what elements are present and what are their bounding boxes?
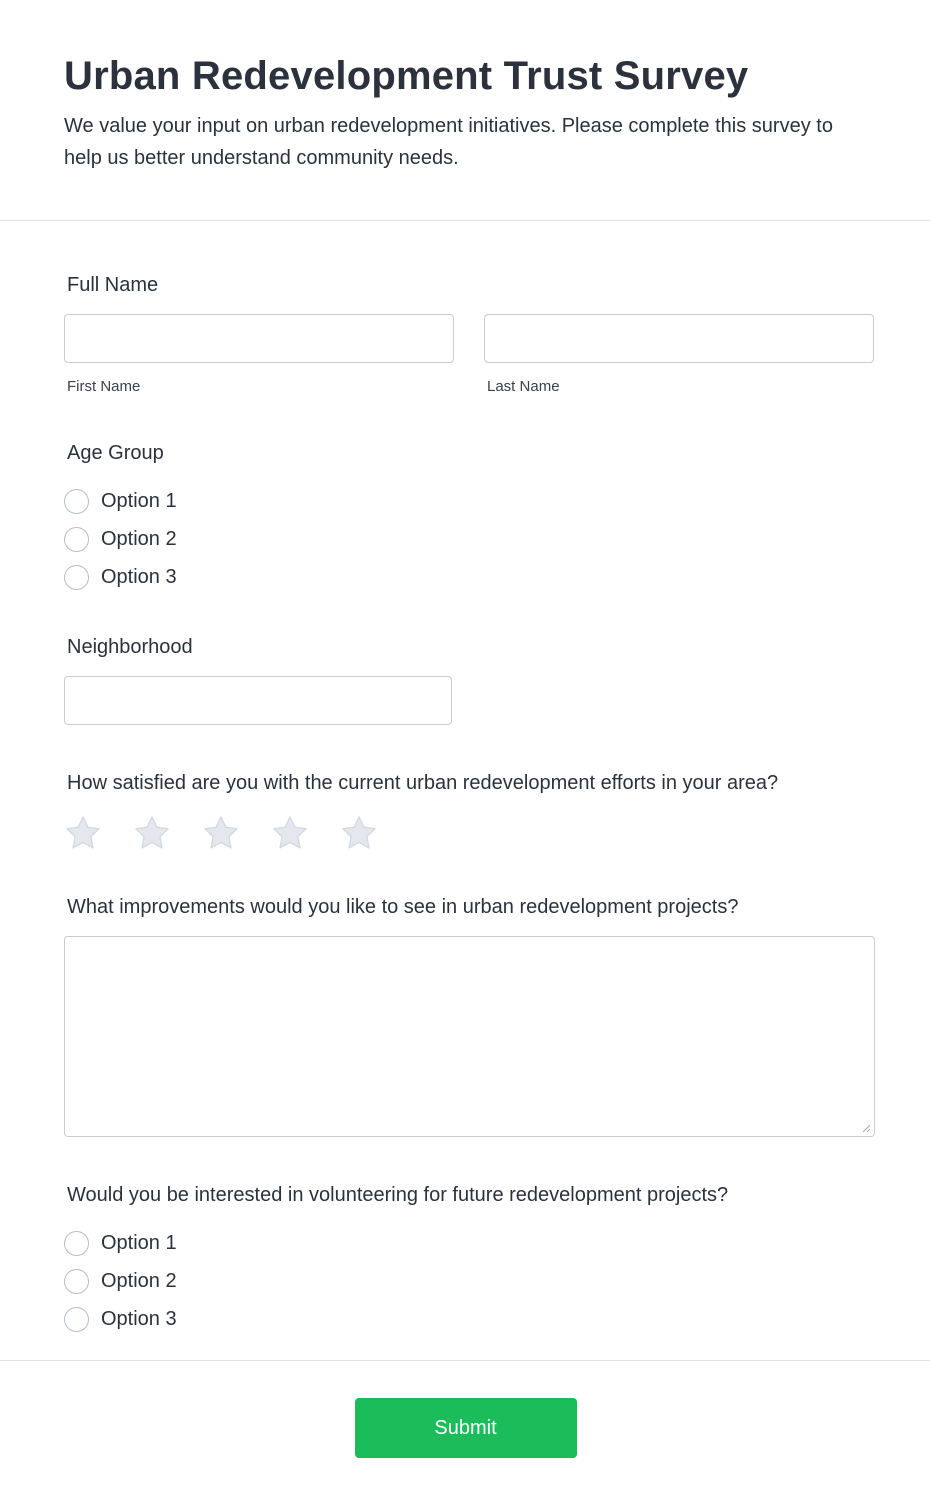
full-name-row: [64, 314, 875, 395]
radio-option-label: Option 1: [101, 1231, 177, 1254]
star-icon[interactable]: [202, 814, 240, 852]
age-group-option-3[interactable]: [64, 558, 177, 596]
submit-button[interactable]: Submit: [355, 1398, 577, 1458]
volunteer-option-2[interactable]: [64, 1262, 728, 1300]
improvements-label: What improvements would you like to see in urban redevelopment projects?: [67, 896, 739, 918]
page-title: Urban Redevelopment Trust Survey: [64, 54, 749, 98]
radio-button[interactable]: [64, 1231, 89, 1256]
survey-header: [0, 0, 930, 221]
last-name-column: [484, 314, 874, 395]
volunteer-field: [64, 1183, 728, 1338]
radio-option-label: Option 2: [101, 527, 177, 550]
star-icon[interactable]: [64, 814, 102, 852]
star-rating: [64, 814, 778, 852]
form-footer: [0, 1361, 930, 1507]
last-name-sublabel: Last Name: [487, 378, 560, 395]
radio-button[interactable]: [64, 565, 89, 590]
neighborhood-field: [64, 635, 452, 725]
age-group-options: [64, 482, 177, 596]
age-group-option-2[interactable]: [64, 520, 177, 558]
improvements-textarea[interactable]: [64, 936, 875, 1137]
radio-button[interactable]: [64, 1269, 89, 1294]
first-name-sublabel: First Name: [67, 378, 141, 395]
radio-option-label: Option 3: [101, 1307, 177, 1330]
age-group-option-1[interactable]: [64, 482, 177, 520]
neighborhood-input[interactable]: [64, 676, 452, 725]
volunteer-option-3[interactable]: [64, 1300, 728, 1338]
star-icon[interactable]: [340, 814, 378, 852]
resize-handle-icon[interactable]: [861, 1123, 871, 1133]
radio-button[interactable]: [64, 527, 89, 552]
neighborhood-label: Neighborhood: [67, 636, 193, 658]
full-name-label: Full Name: [67, 274, 159, 296]
volunteer-option-1[interactable]: [64, 1224, 728, 1262]
satisfaction-field: [64, 771, 778, 852]
full-name-field: [64, 273, 875, 395]
first-name-input[interactable]: [64, 314, 454, 363]
survey-form: [0, 221, 930, 1361]
volunteer-label: Would you be interested in volunteering for future redevelopment projects?: [67, 1184, 729, 1206]
age-group-field: [64, 441, 177, 596]
radio-button[interactable]: [64, 1307, 89, 1332]
improvements-field: [64, 895, 875, 1137]
star-icon[interactable]: [133, 814, 171, 852]
page-description: We value your input on urban redevelopment initiatives. Please complete this survey to help us better understand community needs.: [64, 115, 833, 169]
star-icon[interactable]: [271, 814, 309, 852]
satisfaction-label: How satisfied are you with the current urban redevelopment efforts in your area?: [67, 772, 779, 794]
radio-option-label: Option 1: [101, 489, 177, 512]
radio-option-label: Option 3: [101, 565, 177, 588]
first-name-column: [64, 314, 454, 395]
volunteer-options: [64, 1224, 728, 1338]
radio-option-label: Option 2: [101, 1269, 177, 1292]
last-name-input[interactable]: [484, 314, 874, 363]
age-group-label: Age Group: [67, 442, 164, 464]
radio-button[interactable]: [64, 489, 89, 514]
